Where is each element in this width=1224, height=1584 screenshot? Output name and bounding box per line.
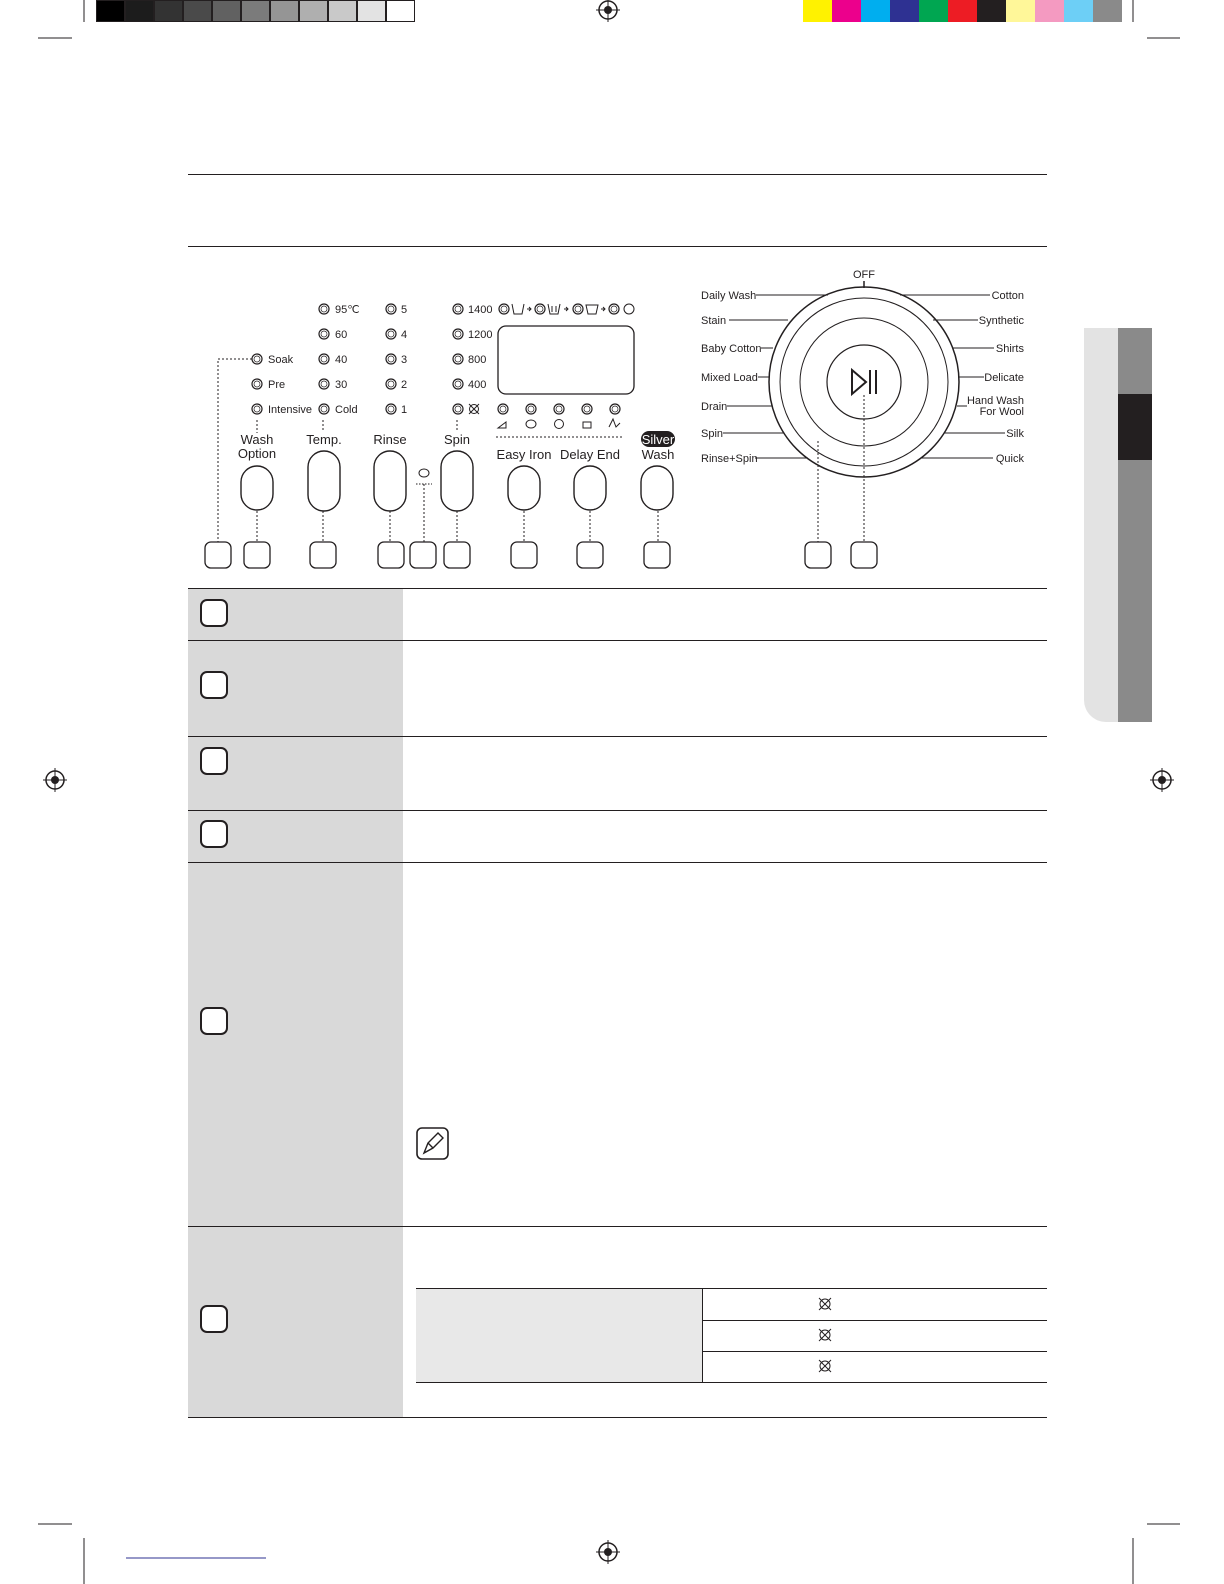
pre-label: Pre: [268, 379, 286, 391]
clock-icon: [555, 420, 564, 429]
intensive-label: Intensive: [268, 404, 313, 416]
dial-spin: Spin: [701, 428, 724, 440]
spin-label: Spin: [443, 432, 471, 447]
sub-table-row: [416, 1320, 1047, 1352]
chapter-tab: [1084, 328, 1152, 722]
end-stage-icon: [624, 304, 634, 314]
bubble-icon: [526, 420, 536, 428]
dial-quick: Quick: [995, 453, 1024, 465]
delay-end-button[interactable]: [574, 466, 606, 510]
note-icon: [416, 1127, 450, 1161]
table-row: [188, 588, 1047, 641]
header-rule-bottom: [188, 246, 1047, 247]
dial-for-wool: For Wool: [979, 406, 1024, 418]
rinse-button[interactable]: [374, 451, 406, 511]
table-row: [188, 640, 1047, 737]
lock-icon: [583, 422, 591, 428]
temp-30-label: 30: [335, 379, 348, 391]
dial-off-label: OFF: [853, 269, 875, 281]
silver-badge-label: Silver: [641, 432, 675, 447]
table-row: [188, 736, 1047, 811]
dial-drain: Drain: [701, 401, 728, 413]
rinse-3-label: 3: [401, 354, 408, 366]
easy-iron-button[interactable]: [508, 466, 540, 510]
registration-mark-icon: [596, 1540, 620, 1564]
header-rule-top: [188, 174, 1047, 175]
temp-95-label: 95℃: [335, 304, 360, 316]
dial-shirts: Shirts: [995, 343, 1024, 355]
rinse-1-label: 1: [401, 404, 408, 416]
registration-mark-icon: [43, 768, 67, 792]
dial-synthetic: Synthetic: [978, 315, 1024, 327]
rinse-4-label: 4: [401, 329, 408, 341]
dial-hand-wash: Hand Wash: [966, 395, 1024, 407]
bubble-icon: [419, 469, 429, 477]
dial-daily-wash: Daily Wash: [701, 290, 757, 302]
rinse-label: Rinse: [373, 432, 407, 447]
spin-stage-icon: [586, 305, 598, 314]
delay-end-label: Delay End: [560, 447, 620, 462]
control-panel-diagram: [188, 255, 1048, 585]
spin-1400-label: 1400: [468, 304, 493, 316]
cycle-status-row: [499, 304, 634, 314]
wash-option-label-2: Option: [237, 446, 277, 461]
indicator-leds: [496, 404, 624, 437]
spin-1200-label: 1200: [468, 329, 493, 341]
temp-leds: [319, 304, 360, 416]
registration-mark-icon: [1150, 768, 1174, 792]
wash-stage-icon: [512, 304, 524, 314]
easy-iron-icon: [498, 422, 506, 428]
no-spin-icon: [818, 1328, 832, 1342]
dial-stain: Stain: [701, 315, 727, 327]
table-row: [188, 810, 1047, 863]
no-spin-icon: [818, 1359, 832, 1373]
temp-cold-label: Cold: [335, 404, 358, 416]
start-pause-icon[interactable]: [852, 370, 876, 394]
callout-number-box: [200, 1007, 228, 1035]
callout-number-box: [200, 671, 228, 699]
soak-label: Soak: [268, 354, 294, 366]
dial-cotton: Cotton: [991, 290, 1024, 302]
cycle-selector-dial[interactable]: [769, 269, 959, 477]
dial-delicate: Delicate: [984, 372, 1024, 384]
no-spin-icon: [818, 1297, 832, 1311]
registration-mark-icon: [596, 0, 620, 24]
callout-number-box: [200, 599, 228, 627]
no-spin-icon: [469, 404, 479, 414]
wash-option-button[interactable]: [241, 466, 273, 510]
callout-boxes: [205, 542, 877, 568]
dial-mixed-load: Mixed Load: [701, 372, 758, 384]
dial-rinse-spin: Rinse+Spin: [701, 453, 758, 465]
sub-table-row: [416, 1351, 1047, 1383]
temp-button[interactable]: [308, 451, 340, 511]
dial-silk: Silk: [1006, 428, 1024, 440]
temp-60-label: 60: [335, 329, 348, 341]
wash-option-label-1: Wash: [240, 432, 274, 447]
rinse-5-label: 5: [401, 304, 408, 316]
temp-label: Temp.: [306, 432, 342, 447]
rinse-stage-icon: [548, 304, 560, 314]
rinse-2-label: 2: [401, 379, 408, 391]
spin-leds: [453, 304, 492, 414]
rinse-leds: [386, 304, 407, 416]
silver-wash-button[interactable]: [641, 466, 673, 510]
temp-40-label: 40: [335, 354, 348, 366]
silver-icon: [609, 419, 620, 427]
spin-800-label: 800: [468, 354, 487, 366]
dial-baby-cotton: Baby Cotton: [701, 343, 762, 355]
sub-table-row: [416, 1289, 1047, 1321]
callout-number-box: [200, 747, 228, 775]
display-window: [498, 326, 634, 394]
spin-button[interactable]: [441, 451, 473, 511]
table-row: [188, 862, 1047, 1227]
callout-number-box: [200, 1305, 228, 1333]
callout-number-box: [200, 820, 228, 848]
spin-400-label: 400: [468, 379, 487, 391]
silver-wash-label: Wash: [641, 447, 675, 462]
easy-iron-label: Easy Iron: [496, 447, 552, 462]
